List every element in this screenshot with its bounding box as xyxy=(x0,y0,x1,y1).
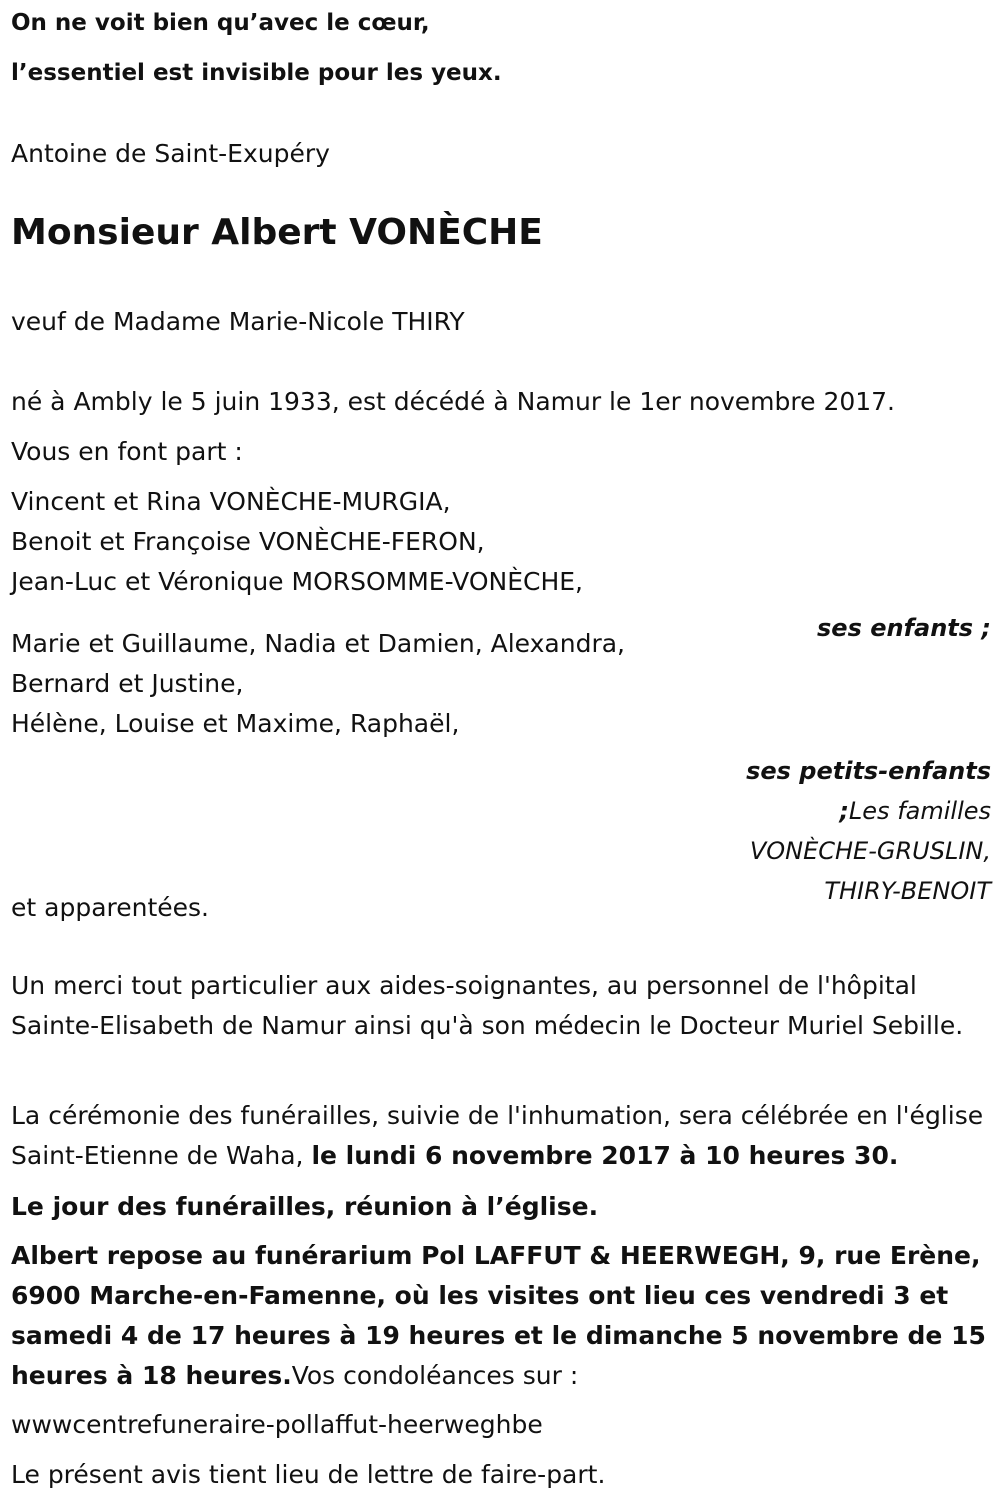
notice-line: Le présent avis tient lieu de lettre de faire-part. xyxy=(11,1460,606,1489)
families-text: Les familles xyxy=(848,797,991,825)
meeting-line: Le jour des funérailles, réunion à l’église. xyxy=(11,1192,599,1221)
family-name: THIRY-BENOIT xyxy=(824,877,991,905)
child-line: Jean-Luc et Véronique MORSOMME-VONÈCHE, xyxy=(11,567,583,596)
families-prefix: ; xyxy=(839,797,849,825)
deceased-name: Monsieur Albert VONÈCHE xyxy=(11,212,543,253)
child-line: Vincent et Rina VONÈCHE-MURGIA, xyxy=(11,487,451,516)
grandchild-line: Marie et Guillaume, Nadia et Damien, Alexandra, xyxy=(11,629,626,658)
ceremony-date: le lundi 6 novembre 2017 à 10 heures 30. xyxy=(311,1141,899,1170)
child-line: Benoit et Françoise VONÈCHE-FERON, xyxy=(11,527,485,556)
website-link[interactable]: wwwcentrefuneraire-pollaffut-heerweghbe xyxy=(11,1410,543,1439)
thanks-paragraph: Un merci tout particulier aux aides-soignantes, au personnel de l'hôpital Sainte-Elisabeth de Namur ainsi qu'à son médecin le Docteur Muriel Sebille. xyxy=(11,971,964,1040)
children-label: ses enfants ; xyxy=(817,614,991,642)
spouse-line: veuf de Madame Marie-Nicole THIRY xyxy=(11,307,465,336)
funeral-home-text: Albert repose au funérarium Pol LAFFUT & HEERWEGH, 9, rue Erène, 6900 Marche-en-Famenne, où les visites ont lieu ces vendredi 3 et samedi 4 de 17 heures à 19 heures et le dimanche 5 novembre de 15 heures à 18 heures. xyxy=(11,1241,986,1390)
family-name: VONÈCHE-GRUSLIN, xyxy=(749,837,991,865)
grandchildren-label: ses petits-enfants xyxy=(746,757,991,785)
families-label xyxy=(839,797,991,825)
quote-line-2: l’essentiel est invisible pour les yeux. xyxy=(11,60,502,86)
quote-author: Antoine de Saint-Exupéry xyxy=(11,139,330,168)
grandchild-line: Bernard et Justine, xyxy=(11,669,244,698)
relatives-line: et apparentées. xyxy=(11,893,209,922)
birth-death-line: né à Ambly le 5 juin 1933, est décédé à Namur le 1er novembre 2017. xyxy=(11,387,896,416)
announce-line: Vous en font part : xyxy=(11,437,243,466)
funeral-home-paragraph xyxy=(11,1236,986,1396)
condolences-text: Vos condoléances sur : xyxy=(291,1361,579,1390)
grandchild-line: Hélène, Louise et Maxime, Raphaël, xyxy=(11,709,460,738)
ceremony-text: La cérémonie des funérailles, suivie de l'inhumation, sera célébrée en l'église Saint-Etienne de Waha, xyxy=(11,1101,984,1170)
quote-line-1: On ne voit bien qu’avec le cœur, xyxy=(11,10,430,36)
ceremony-paragraph xyxy=(11,1096,986,1176)
